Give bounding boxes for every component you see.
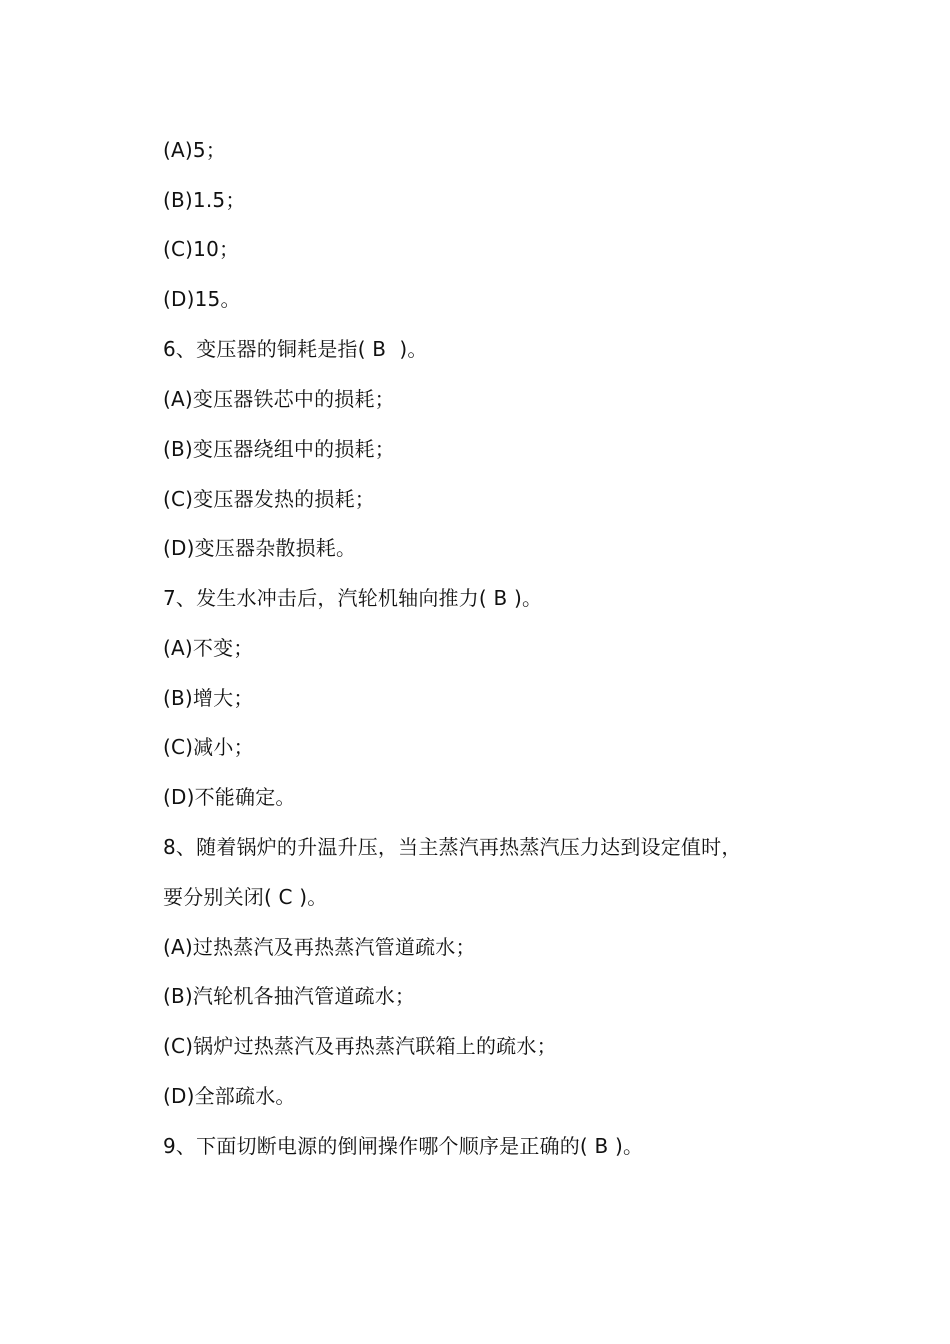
option-7d: (D)不能确定。 xyxy=(163,785,296,809)
option-7c: (C)减小； xyxy=(163,735,254,759)
option-6c: (C)变压器发热的损耗； xyxy=(163,487,375,511)
option-6a: (A)变压器铁芯中的损耗； xyxy=(163,387,395,411)
option-8a: (A)过热蒸汽及再热蒸汽管道疏水； xyxy=(163,935,476,959)
question-9: 9、下面切断电源的倒闸操作哪个顺序是正确的( B )。 xyxy=(163,1134,644,1158)
question-8-line-1: 8、随着锅炉的升温升压，当主蒸汽再热蒸汽压力达到设定值时， xyxy=(163,835,742,859)
option-5b: (B)1.5； xyxy=(163,188,246,212)
option-8c: (C)锅炉过热蒸汽及再热蒸汽联箱上的疏水； xyxy=(163,1034,557,1058)
option-8b: (B)汽轮机各抽汽管道疏水； xyxy=(163,984,416,1008)
option-8d: (D)全部疏水。 xyxy=(163,1084,296,1108)
option-7b: (B)增大； xyxy=(163,686,254,710)
option-6b: (B)变压器绕组中的损耗； xyxy=(163,437,395,461)
question-8-line-2: 要分别关闭( C )。 xyxy=(163,885,328,909)
question-7: 7、发生水冲击后，汽轮机轴向推力( B )。 xyxy=(163,586,543,610)
option-5d: (D)15。 xyxy=(163,287,241,311)
option-5a: (A)5； xyxy=(163,138,227,162)
option-6d: (D)变压器杂散损耗。 xyxy=(163,536,357,560)
option-7a: (A)不变； xyxy=(163,636,254,660)
option-5c: (C)10； xyxy=(163,237,240,261)
question-6: 6、变压器的铜耗是指( B )。 xyxy=(163,337,428,361)
